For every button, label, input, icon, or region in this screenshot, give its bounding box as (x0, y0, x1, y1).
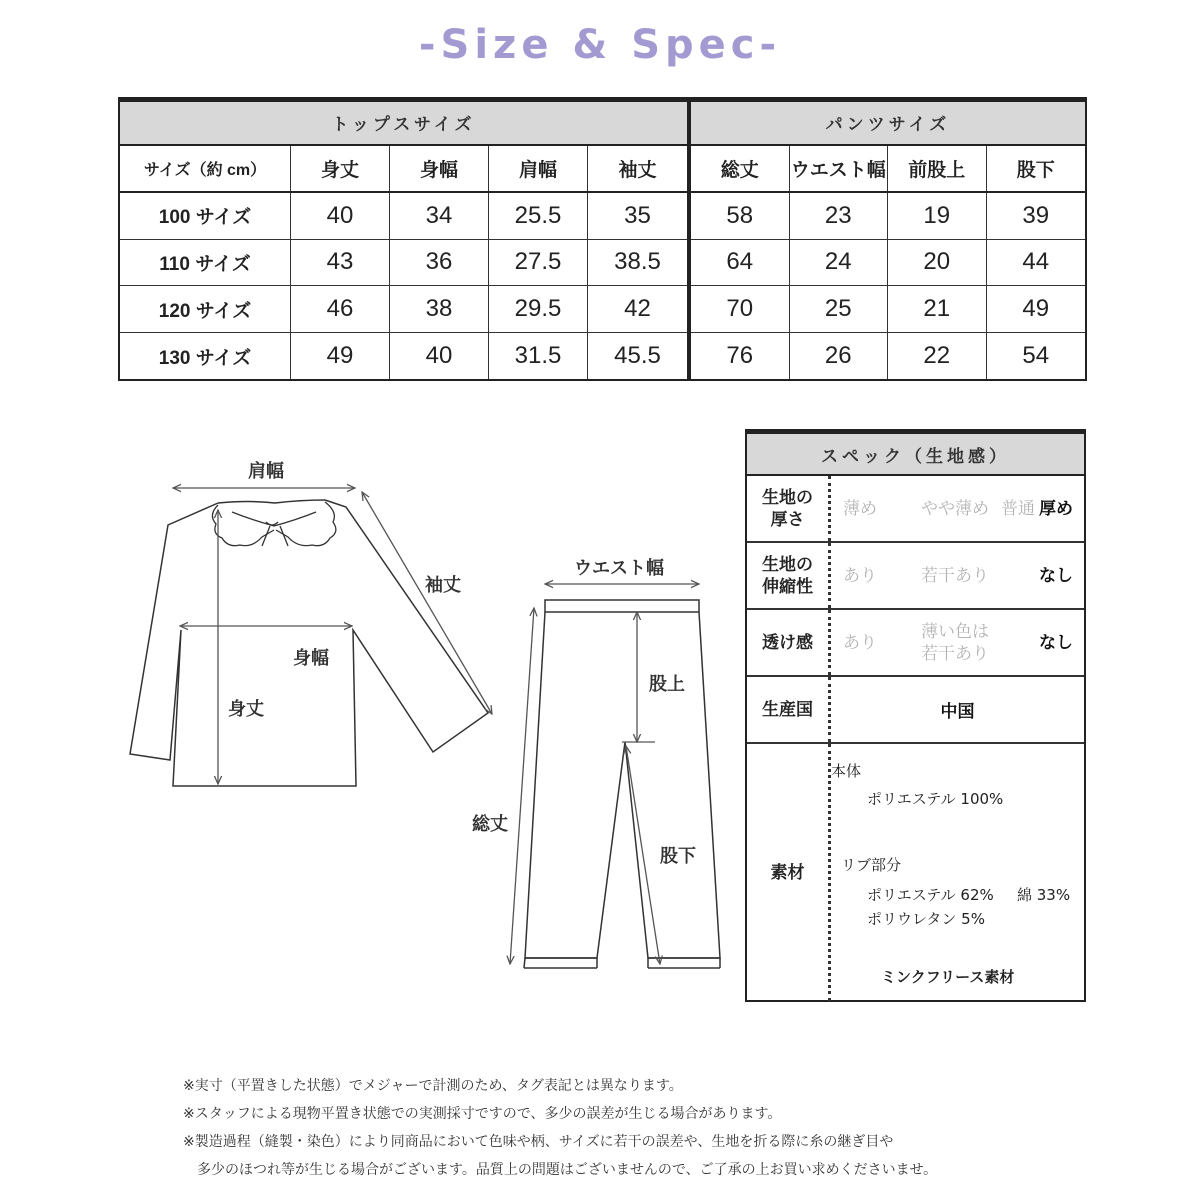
table-cell: 40 (291, 193, 390, 239)
option-yes: あり (843, 632, 877, 653)
option-slightly-light-color (921, 621, 989, 665)
column-header-total-length: 総丈 (691, 146, 790, 191)
column-header-body-length: 身丈 (291, 146, 390, 191)
spec-row-origin (747, 677, 1084, 744)
option-yes: あり (843, 565, 877, 586)
table-cell: 25 (790, 286, 889, 332)
table-cell: 35 (624, 201, 651, 229)
note-line: ※製造過程（縫製・染色）により同商品において色味や柄、サイズに若干の誤差や、生地を折る際に糸の継ぎ目や (183, 1134, 894, 1150)
table-row (691, 333, 1085, 379)
rise-label: 股上 (649, 674, 685, 695)
table-cell: 44 (1022, 248, 1050, 276)
option-thin: 薄め (843, 498, 877, 519)
table-cell: 70 (691, 286, 790, 332)
size-label: 110 サイズ (120, 240, 291, 286)
column-header-waist: ウエスト幅 (790, 146, 889, 191)
inseam-label: 股下 (660, 846, 696, 867)
sheer-options (831, 610, 1084, 675)
table-cell: 21 (888, 286, 987, 332)
shirt-outline (130, 500, 488, 786)
material-body-title: 本体 (831, 762, 862, 780)
waist-label: ウエスト幅 (574, 558, 664, 579)
spec-table (745, 429, 1086, 1002)
total-length-arrow (510, 608, 534, 964)
table-cell: 45.5 (614, 342, 661, 370)
pants-size-header: パンツサイズ (691, 102, 1085, 146)
option-none-selected: なし (1039, 632, 1073, 653)
tops-size-header: トップスサイズ (120, 102, 687, 146)
material-rib-polyurethane: ポリウレタン 5% (867, 910, 985, 928)
note-line: ※スタッフによる現物平置き状態での実測採寸ですので、多少の誤差が生じる場合があります。 (183, 1106, 782, 1122)
option-slightly: 若干あり (921, 565, 989, 586)
table-cell: 49 (291, 333, 390, 379)
table-cell: 36 (390, 240, 489, 286)
table-cell: 27.5 (489, 240, 588, 286)
spec-label-sheer: 透け感 (747, 610, 831, 675)
column-header-size: サイズ（約 cm） (120, 146, 291, 191)
table-cell: 38.5 (614, 248, 661, 276)
spec-row-stretch (747, 543, 1084, 610)
table-cell: 29.5 (489, 286, 588, 332)
size-label: 130 サイズ (120, 333, 291, 379)
option-thick-selected: 厚め (1039, 498, 1073, 519)
body-width-label: 身幅 (293, 648, 329, 669)
spec-label-thickness (747, 476, 831, 541)
table-cell: 24 (790, 240, 889, 286)
size-label: 120 サイズ (120, 286, 291, 332)
material-body-value: ポリエステル 100% (867, 790, 1004, 808)
table-row (691, 240, 1085, 287)
option-slightly-thin: やや薄め (921, 498, 989, 519)
shoulder-label: 肩幅 (248, 461, 284, 482)
table-cell: 19 (888, 193, 987, 239)
material-details (831, 744, 1084, 1001)
option-none-selected: なし (1039, 565, 1073, 586)
spec-label-line: 厚さ (770, 509, 805, 530)
thickness-options (831, 476, 1084, 541)
table-cell: 76 (691, 333, 790, 379)
column-header-front-rise: 前股上 (888, 146, 987, 191)
spec-label-line: 伸縮性 (762, 576, 813, 597)
pants-outline (524, 600, 720, 968)
column-header-body-width: 身幅 (390, 146, 489, 191)
notes-block (183, 1072, 1083, 1184)
table-cell: 34 (390, 193, 489, 239)
pants-column-headers (691, 146, 1085, 193)
collar-icon (212, 502, 335, 546)
size-label: 100 サイズ (120, 193, 291, 239)
table-cell: 23 (790, 193, 889, 239)
stretch-options (831, 543, 1084, 608)
material-note: ミンクフリース素材 (881, 968, 1015, 986)
table-row (691, 193, 1085, 240)
table-cell: 39 (1022, 201, 1050, 229)
column-header-shoulder: 肩幅 (489, 146, 588, 191)
material-rib-title: リブ部分 (841, 856, 902, 874)
option-line: 薄い色は (921, 621, 989, 642)
table-cell: 43 (291, 240, 390, 286)
table-cell: 40 (390, 333, 489, 379)
option-line: 若干あり (921, 643, 989, 664)
material-rib-cotton: 綿 33% (1017, 886, 1071, 904)
option-normal: 普通 (1001, 498, 1035, 519)
sleeve-label: 袖丈 (425, 575, 461, 596)
pants-size-group (687, 102, 1085, 379)
page-title: -Size & Spec- (418, 22, 782, 68)
table-row (691, 286, 1085, 333)
spec-label-line: 生地の (762, 554, 813, 575)
table-cell: 31.5 (489, 333, 588, 379)
spec-label-material: 素材 (747, 744, 831, 1001)
column-header-sleeve: 袖丈 (618, 159, 657, 181)
table-cell: 26 (790, 333, 889, 379)
table-cell: 20 (888, 240, 987, 286)
table-cell: 49 (1022, 295, 1050, 323)
spec-row-thickness (747, 476, 1084, 543)
table-cell: 64 (691, 240, 790, 286)
note-line: ※実寸（平置きした状態）でメジャーで計測のため、タグ表記とは異なります。 (183, 1078, 683, 1094)
table-cell: 22 (888, 333, 987, 379)
origin-value: 中国 (940, 702, 975, 722)
table-cell: 46 (291, 286, 390, 332)
sleeve-arrow (362, 492, 492, 714)
spec-row-sheer (747, 610, 1084, 677)
table-cell: 54 (1022, 342, 1050, 370)
spec-label-stretch (747, 543, 831, 608)
spec-row-material (747, 744, 1084, 1001)
table-cell: 42 (624, 295, 651, 323)
inseam-arrow (626, 746, 660, 964)
spec-label-origin: 生産国 (747, 677, 831, 742)
material-rib-polyester: ポリエステル 62% (867, 886, 994, 904)
column-header-inseam: 股下 (1016, 159, 1055, 181)
body-length-label: 身丈 (228, 699, 264, 720)
table-cell: 38 (390, 286, 489, 332)
table-cell: 58 (691, 193, 790, 239)
note-line: 多少のほつれ等が生じる場合がございます。品質上の問題はございませんので、ご了承の上お買い求めくださいませ。 (183, 1162, 938, 1178)
total-length-label: 総丈 (472, 814, 508, 835)
table-cell: 25.5 (489, 193, 588, 239)
spec-header: スペック（生地感） (747, 434, 1084, 476)
spec-label-line: 生地の (762, 487, 813, 508)
